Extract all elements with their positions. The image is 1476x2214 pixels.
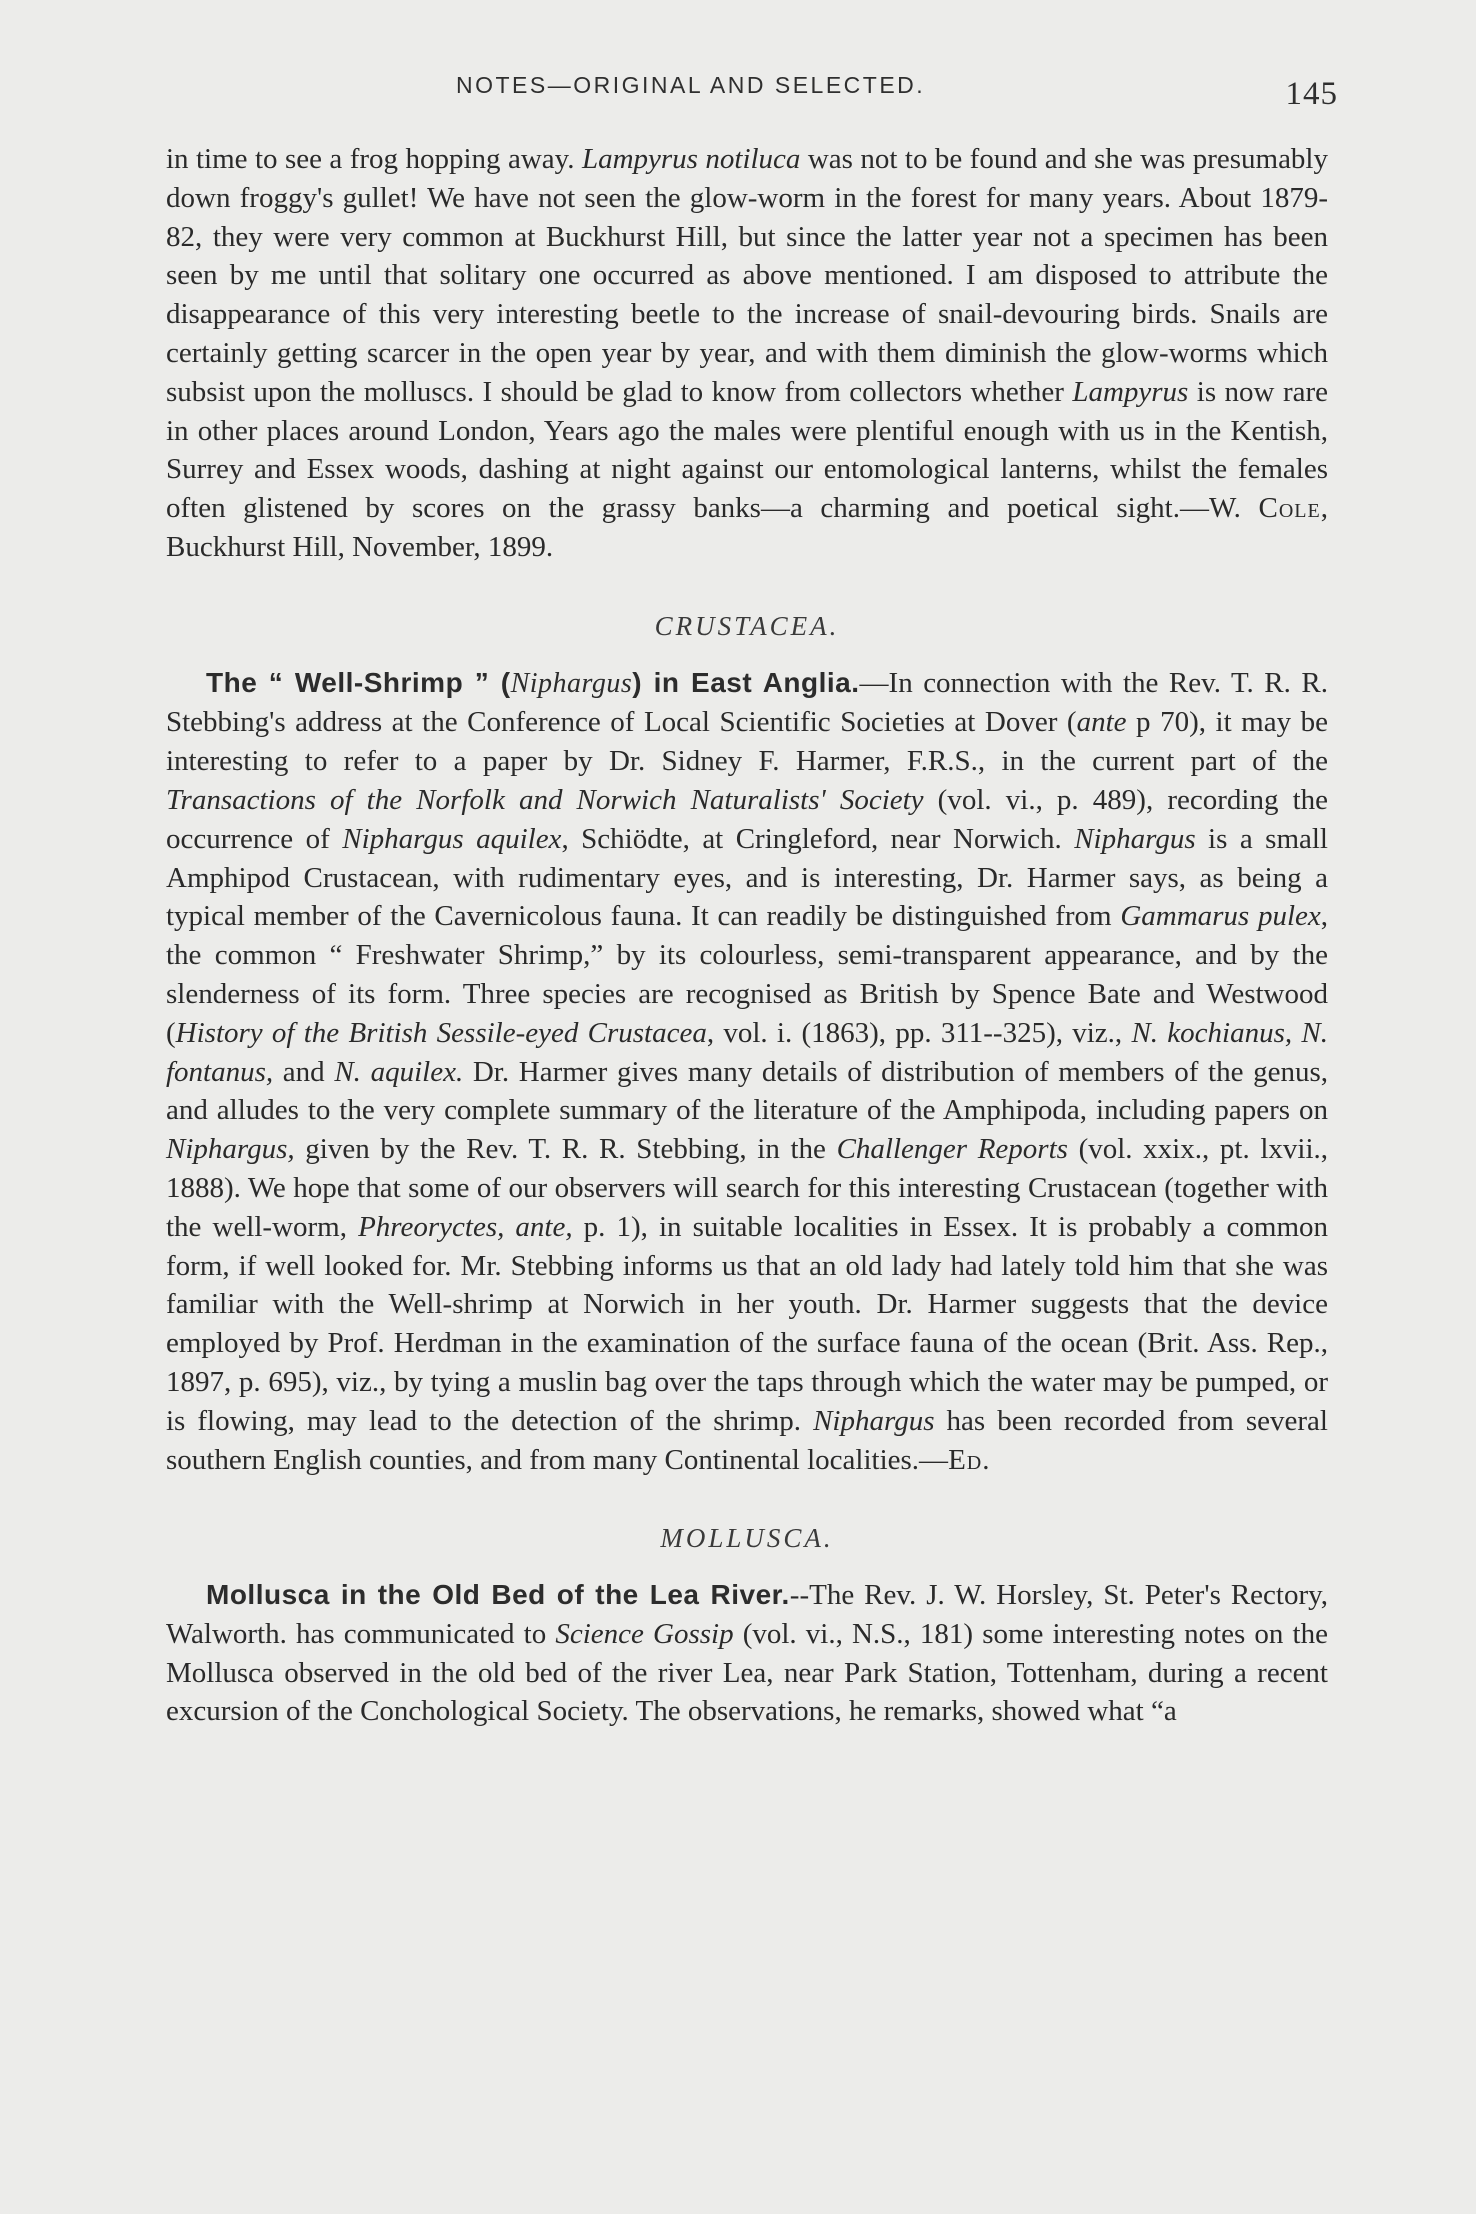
text-run: Dr. Harmer gives many details of distribution of members of the genus, and alludes to the very complete summary of the literature of the Amphipoda, including papers on [166,1055,1329,1127]
journal-title: Transactions of the Norfolk and Norwich Naturalists' Society [166,783,924,816]
text-run: is a small Amphipod Crustacean, with rudimentary eyes, and is interesting, Dr. Harmer says, as being a typical member of the Cavernicolous fauna. It can readily be distinguished from [166,822,1328,933]
genus-name: Niphargus [1074,822,1196,855]
text-run: --The Rev. J. W. Horsley, St. Peter's Rectory, Walworth. has communicated to [166,1579,1328,1650]
page-header [166,70,1338,120]
text-run: , vol. i. (1863), pp. 311--325), viz., [706,1016,1132,1049]
species-name: N. aquilex. [334,1055,464,1088]
text-run: and [273,1055,335,1088]
species-name: Niphargus aquilex [342,822,562,855]
text-run: is now rare in other places around London, Years ago the males were plentiful enough with us in the Kentish, Surrey and Essex woods, dashing at night against our entomological lanterns, whilst the females often glistened by scores on the grassy banks—a charming and poetical sight.—W. [166,375,1328,525]
genus-name: Lampyrus [1072,375,1189,408]
section-heading-mollusca: MOLLUSCA. [660,1523,834,1554]
editor-signature: Ed. [948,1443,991,1476]
text-run: (vol. xxix., pt. lxvii., 1888). We hope that some of our observers will search for this interesting Crustacean (together with the well-worm, [166,1133,1329,1243]
genus-name: Phreoryctes, ante, [358,1210,573,1243]
text-run: , Schiödte, at Cringleford, near Norwich. [561,822,1075,855]
species-list: N. kochianus, N. fontanus, [166,1016,1328,1088]
text-run: in time to see a frog hopping away. [166,143,582,175]
author-signature: Cole [1258,492,1321,525]
text-run: given by the Rev. T. R. R. Stebbing, in the [294,1133,837,1166]
mollusca-note [166,1576,1328,1731]
crustacea-note [166,664,1328,1480]
species-name: Lampyrus notiluca [581,143,801,175]
text-column [166,140,1328,1731]
text-run: p. 1), in suitable localities in Essex. It is probably a common form, if well looked for. Mr. Stebbing informs us that an old lady had lately told him that she was familiar with the Well-shrimp at Norwich in her youth. Dr. Harmer suggests that the device employed by Prof. Herdman in the examination of the surface fauna of the ocean (Brit. Ass. Rep., 1897, p. 695), viz., by tying a muslin bag over the taps through which the water may be pumped, or is flowing, may lead to the detection of the shrimp. [166,1210,1328,1437]
title-genus: Niphargus [510,667,633,699]
note-title: Mollusca in the Old Bed of the Lea River. [206,1579,790,1611]
title-text: ) in East Anglia. [632,666,860,698]
text-run: (vol. vi., p. 489), recording the occurrence of [166,783,1328,855]
species-name: Gammarus pulex [1120,900,1321,933]
text-run: —In connection with the Rev. T. R. R. Stebbing's address at the Conference of Local Scientific Societies at Dover ( [166,666,1328,739]
continued-paragraph [166,140,1328,567]
running-head: NOTES—ORIGINAL AND SELECTED. [456,72,926,98]
italic-ref: ante [1076,706,1127,739]
journal-title: Science Gossip [555,1617,734,1650]
text-run: (vol. vi., N.S., 181) some interesting notes on the Mollusca observed in the old bed of the river Lea, near Park Station, Tottenham, during a recent excursion of the Conchological Society. The observations, he remarks, showed what “a [166,1617,1328,1728]
note-title [206,667,860,698]
text-run: , Buckhurst Hill, November, 1899. [166,492,1328,563]
text-run: , the common “ Freshwater Shrimp,” by its colourless, semi-transparent appearance, and by the slenderness of its form. Three species are recognised as British by Spence Bate and Westwood ( [166,900,1328,1049]
text-run: has been recorded from several southern English counties, and from many Continental localities.— [166,1404,1328,1476]
text-run: p 70), it may be interesting to refer to a paper by Dr. Sidney F. Harmer, F.R.S., in the current part of the [166,706,1329,778]
section-heading-crustacea: CRUSTACEA. [654,610,840,641]
genus-name: Niphargus [813,1404,935,1437]
page-number: 145 [1285,76,1338,112]
text-run: was not to be found and she was presumably down froggy's gullet! We have not seen the glow-worm in the forest for many years. About 1879-82, they were very common at Buckhurst Hill, but since the latter year not a specimen has been seen by me until that solitary one occurred as above mentioned. I am disposed to attribute the disappearance of this very interesting beetle to the increase of snail-devouring birds. Snails are certainly getting scarcer in the open year by year, and with them diminish the glow-worms which subsist upon the molluscs. I should be glad to know from collectors whether [166,143,1328,408]
genus-name: Niphargus, [166,1133,295,1166]
book-title: History of the British Sessile-eyed Crustacea [175,1016,707,1049]
title-text: The “ Well-Shrimp ” ( [206,666,511,698]
report-title: Challenger Reports [836,1133,1068,1166]
